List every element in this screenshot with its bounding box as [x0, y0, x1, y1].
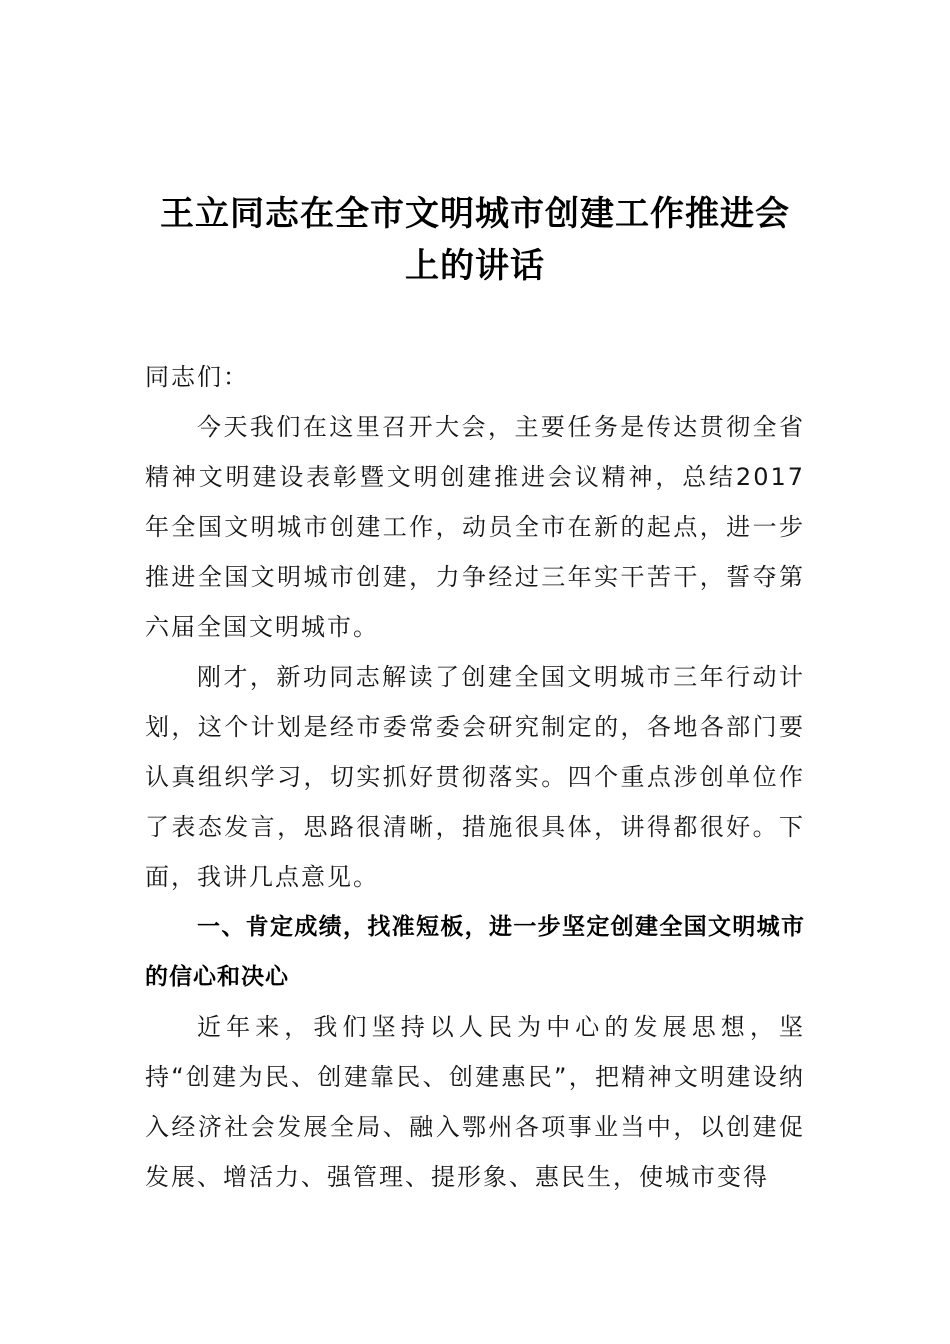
document-body	[145, 352, 805, 1202]
paragraph-intro: 今天我们在这里召开大会，主要任务是传达贯彻全省精神文明建设表彰暨文明创建推进会议精神，总结2017年全国文明城市创建工作，动员全市在新的起点，进一步推进全国文明城市创建，力争经过三年实干苦干，誓夺第六届全国文明城市。	[145, 413, 805, 641]
section-heading-1: 一、肯定成绩，找准短板，进一步坚定创建全国文明城市的信心和决心	[145, 914, 805, 990]
section-paragraph-1: 近年来，我们坚持以人民为中心的发展思想，坚持“创建为民、创建靠民、创建惠民”，把精神文明建设纳入经济社会发展全局、融入鄂州各项事业当中，以创建促发展、增活力、强管理、提形象、惠民生，使城市变得	[145, 1013, 805, 1191]
document-title: 王立同志在全市文明城市创建工作推进会上的讲话	[160, 194, 790, 286]
salutation: 同志们：	[145, 363, 249, 391]
paragraph-review: 刚才，新功同志解读了创建全国文明城市三年行动计划，这个计划是经市委常委会研究制定的，各地各部门要认真组织学习，切实抓好贯彻落实。四个重点涉创单位作了表态发言，思路很清晰，措施很具体，讲得都很好。下面，我讲几点意见。	[145, 663, 805, 891]
